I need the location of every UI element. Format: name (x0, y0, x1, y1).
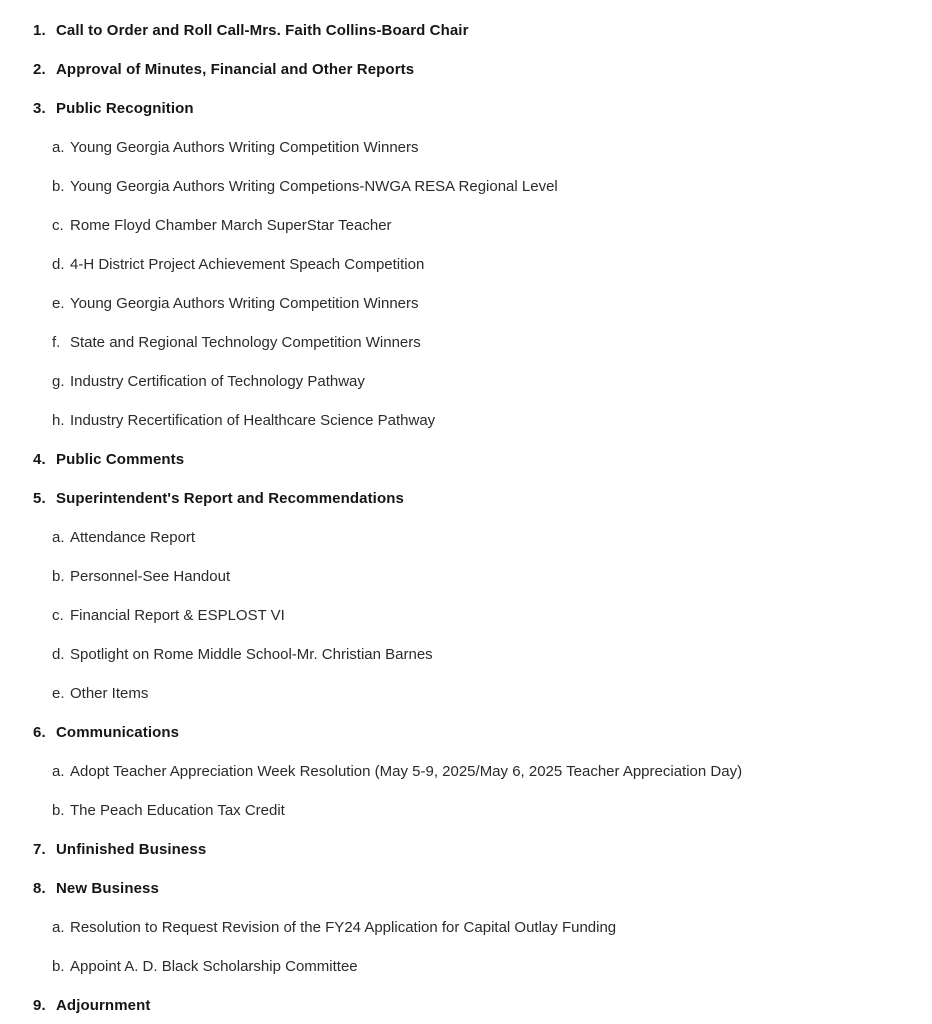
agenda-item (0, 489, 932, 509)
subitem-letter: e. (52, 685, 65, 702)
subitem-label: Industry Recertification of Healthcare Science Pathway (70, 412, 436, 429)
agenda-subitem (0, 372, 932, 392)
item-label: Unfinished Business (56, 841, 207, 858)
subitem-label: Spotlight on Rome Middle School-Mr. Christian Barnes (70, 646, 433, 663)
agenda-subitem (0, 255, 932, 275)
subitem-label: Financial Report & ESPLOST VI (70, 607, 285, 624)
subitem-letter: d. (52, 646, 65, 663)
item-number: 2. (33, 61, 46, 78)
agenda-item (0, 840, 932, 860)
subitem-letter: b. (52, 958, 65, 975)
agenda-item (0, 60, 932, 80)
item-number: 1. (33, 22, 46, 39)
agenda-item (0, 996, 932, 1016)
subitem-label: Adopt Teacher Appreciation Week Resolution (May 5-9, 2025/May 6, 2025 Teacher Appreciation Day) (70, 763, 743, 780)
item-number: 9. (33, 997, 46, 1014)
agenda-subitem (0, 606, 932, 626)
item-number: 3. (33, 100, 46, 117)
agenda-item (0, 21, 932, 41)
subitem-label: Young Georgia Authors Writing Competition Winners (70, 295, 419, 312)
subitem-label: Young Georgia Authors Writing Competition Winners (70, 139, 419, 156)
subitem-letter: a. (52, 919, 65, 936)
agenda-item (0, 723, 932, 743)
subitem-letter: e. (52, 295, 65, 312)
agenda-item (0, 879, 932, 899)
subitem-letter: b. (52, 802, 65, 819)
subitem-letter: g. (52, 373, 65, 390)
agenda-subitem (0, 762, 932, 782)
subitem-label: Young Georgia Authors Writing Competions-NWGA RESA Regional Level (70, 178, 558, 195)
item-label: Call to Order and Roll Call-Mrs. Faith Collins-Board Chair (56, 22, 469, 39)
item-number: 4. (33, 451, 46, 468)
agenda-item (0, 99, 932, 119)
subitem-label: Other Items (70, 685, 149, 702)
agenda-subitem (0, 684, 932, 704)
subitem-letter: a. (52, 529, 65, 546)
subitem-letter: h. (52, 412, 65, 429)
subitem-letter: c. (52, 217, 64, 234)
item-label: New Business (56, 880, 159, 897)
agenda-subitem (0, 333, 932, 353)
subitem-letter: b. (52, 178, 65, 195)
item-label: Public Comments (56, 451, 185, 468)
subitem-label: Appoint A. D. Black Scholarship Committee (70, 958, 358, 975)
agenda-subitem (0, 177, 932, 197)
agenda-subitem (0, 411, 932, 431)
subitem-letter: d. (52, 256, 65, 273)
item-label: Public Recognition (56, 100, 194, 117)
subitem-label: Personnel-See Handout (70, 568, 231, 585)
subitem-label: Resolution to Request Revision of the FY24 Application for Capital Outlay Funding (70, 919, 617, 936)
agenda-subitem (0, 801, 932, 821)
agenda-subitem (0, 567, 932, 587)
subitem-letter: a. (52, 139, 65, 156)
item-number: 8. (33, 880, 46, 897)
item-label: Adjournment (56, 997, 151, 1014)
item-label: Approval of Minutes, Financial and Other Reports (56, 61, 415, 78)
subitem-letter: c. (52, 607, 64, 624)
agenda-subitem (0, 294, 932, 314)
subitem-label: State and Regional Technology Competition Winners (70, 334, 421, 351)
item-number: 5. (33, 490, 46, 507)
subitem-label: The Peach Education Tax Credit (70, 802, 285, 819)
item-label: Superintendent's Report and Recommendations (56, 490, 404, 507)
subitem-label: Rome Floyd Chamber March SuperStar Teacher (70, 217, 392, 234)
item-number: 6. (33, 724, 46, 741)
item-label: Communications (56, 724, 180, 741)
subitem-label: Industry Certification of Technology Pathway (70, 373, 365, 390)
subitem-letter: b. (52, 568, 65, 585)
subitem-letter: a. (52, 763, 65, 780)
agenda-subitem (0, 138, 932, 158)
subitem-label: Attendance Report (70, 529, 196, 546)
agenda-subitem (0, 957, 932, 977)
agenda-subitem (0, 528, 932, 548)
agenda-subitem (0, 918, 932, 938)
agenda-subitem (0, 216, 932, 236)
agenda-item (0, 450, 932, 470)
subitem-label: 4-H District Project Achievement Speach Competition (70, 256, 425, 273)
subitem-letter: f. (52, 334, 61, 351)
agenda-subitem (0, 645, 932, 665)
item-number: 7. (33, 841, 46, 858)
